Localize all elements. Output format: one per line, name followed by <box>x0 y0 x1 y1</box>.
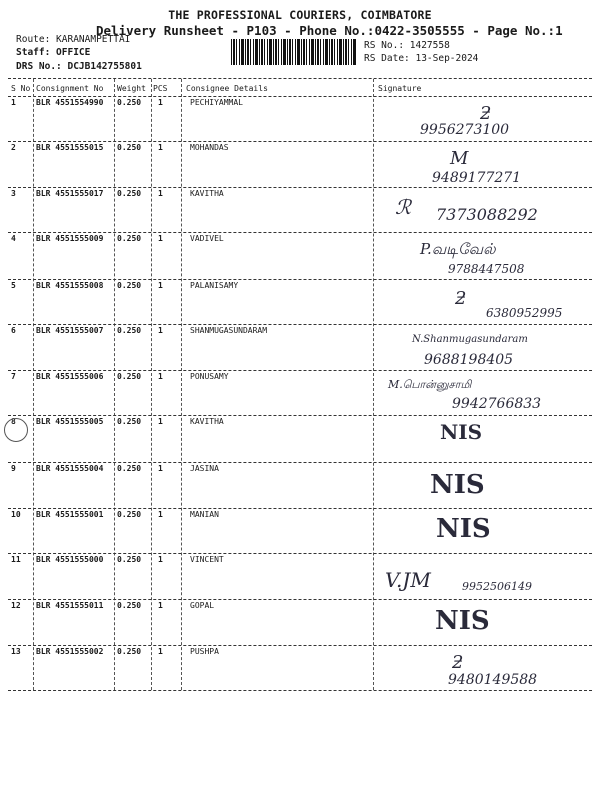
route-label: Route: KARANAMPETTAI <box>16 34 131 45</box>
consignment-number: BLR 4551555005 <box>36 417 104 426</box>
pieces-count: 1 <box>158 234 163 243</box>
row-rule <box>8 187 592 188</box>
company-name: THE PROFESSIONAL COURIERS, COIMBATORE <box>168 8 432 22</box>
table-row <box>0 601 600 646</box>
pieces-count: 1 <box>158 647 163 656</box>
col-header-cons: Consignment No <box>36 84 104 93</box>
pieces-count: 1 <box>158 464 163 473</box>
staff-label: Staff: OFFICE <box>16 47 91 58</box>
weight-value: 0.250 <box>117 98 142 107</box>
consignment-number: BLR 4551555000 <box>36 555 104 564</box>
row-rule <box>8 415 592 416</box>
signature-nis: NIS <box>436 514 491 544</box>
consignee-name: GOPAL <box>190 601 215 610</box>
pieces-count: 1 <box>158 417 163 426</box>
consignee-name: PONUSAMY <box>190 372 229 381</box>
signature-phone: 9788447508 <box>448 262 525 276</box>
row-rule <box>8 324 592 325</box>
consignee-name: MOHANDAS <box>190 143 229 152</box>
pieces-count: 1 <box>158 98 163 107</box>
runsheet-title: Delivery Runsheet - P103 - Phone No.:0422-3505555 - Page No.:1 <box>96 23 563 38</box>
consignee-name: JASINA <box>190 464 219 473</box>
signature-phone: 9956273100 <box>420 122 510 138</box>
barcode-image <box>231 39 356 65</box>
consignee-name: VADIVEL <box>190 234 224 243</box>
col-header-sno: S No <box>11 84 31 93</box>
weight-value: 0.250 <box>117 601 142 610</box>
serial-number: 5 <box>11 281 16 290</box>
weight-value: 0.250 <box>117 189 142 198</box>
pieces-count: 1 <box>158 372 163 381</box>
signature-name: V.JM <box>385 568 431 592</box>
signature-name: N.Shanmugasundaram <box>412 334 528 345</box>
rs-number: RS No.: 1427558 <box>364 40 450 51</box>
table-header-rule <box>8 96 592 97</box>
consignment-number: BLR 4551554990 <box>36 98 104 107</box>
pieces-count: 1 <box>158 326 163 335</box>
row-rule <box>8 141 592 142</box>
consignee-name: VINCENT <box>190 555 224 564</box>
serial-number: 8 <box>11 417 16 426</box>
table-top-rule <box>8 78 592 79</box>
consignee-name: PALANISAMY <box>190 281 239 290</box>
consignee-name: KAVITHA <box>190 189 224 198</box>
row-rule <box>8 553 592 554</box>
row-rule <box>8 690 592 691</box>
consignment-number: BLR 4551555011 <box>36 601 104 610</box>
weight-value: 0.250 <box>117 372 142 381</box>
serial-number: 7 <box>11 372 16 381</box>
serial-number: 4 <box>11 234 16 243</box>
signature-phone: 9952506149 <box>462 580 532 593</box>
consignee-name: MANIAN <box>190 510 219 519</box>
weight-value: 0.250 <box>117 326 142 335</box>
signature-mark: ƻ <box>480 103 492 124</box>
consignment-number: BLR 4551555006 <box>36 372 104 381</box>
consignee-name: KAVITHA <box>190 417 224 426</box>
signature-phone: 9942766833 <box>452 396 542 412</box>
signature-name: P.வடிவேல் <box>420 240 496 258</box>
weight-value: 0.250 <box>117 510 142 519</box>
row-rule <box>8 279 592 280</box>
col-header-signature: Signature <box>378 84 422 93</box>
serial-number: 11 <box>11 555 21 564</box>
signature-nis: NIS <box>435 606 490 636</box>
consignment-number: BLR 4551555002 <box>36 647 104 656</box>
pieces-count: 1 <box>158 510 163 519</box>
consignee-name: PUSHPA <box>190 647 219 656</box>
row-rule <box>8 462 592 463</box>
col-header-weight: Weight <box>117 84 146 93</box>
col-header-pcs: PCS <box>153 84 168 93</box>
signature-phone: 7373088292 <box>436 205 538 224</box>
serial-number: 6 <box>11 326 16 335</box>
serial-number: 9 <box>11 464 16 473</box>
signature-phone: 9480149588 <box>448 672 538 688</box>
consignment-number: BLR 4551555009 <box>36 234 104 243</box>
row-rule <box>8 508 592 509</box>
row-8-circle-mark <box>4 418 28 442</box>
table-row <box>0 555 600 600</box>
weight-value: 0.250 <box>117 281 142 290</box>
pieces-count: 1 <box>158 281 163 290</box>
signature-mark: ƻ <box>452 652 464 673</box>
serial-number: 10 <box>11 510 21 519</box>
row-rule <box>8 645 592 646</box>
table-row <box>0 417 600 462</box>
signature-nis: NIS <box>430 470 485 500</box>
consignment-number: BLR 4551555001 <box>36 510 104 519</box>
pieces-count: 1 <box>158 143 163 152</box>
signature-name: M <box>450 148 469 169</box>
serial-number: 13 <box>11 647 21 656</box>
weight-value: 0.250 <box>117 464 142 473</box>
serial-number: 2 <box>11 143 16 152</box>
weight-value: 0.250 <box>117 555 142 564</box>
signature-mark: ƻ <box>455 288 467 309</box>
drs-number: DRS No.: DCJB142755801 <box>16 61 142 72</box>
consignment-number: BLR 4551555007 <box>36 326 104 335</box>
serial-number: 3 <box>11 189 16 198</box>
col-header-consignee: Consignee Details <box>186 84 268 93</box>
consignment-number: BLR 4551555017 <box>36 189 104 198</box>
row-rule <box>8 370 592 371</box>
signature-mark: ℛ <box>395 195 411 219</box>
serial-number: 1 <box>11 98 16 107</box>
weight-value: 0.250 <box>117 647 142 656</box>
table-row <box>0 98 600 143</box>
serial-number: 12 <box>11 601 21 610</box>
weight-value: 0.250 <box>117 143 142 152</box>
consignment-number: BLR 4551555015 <box>36 143 104 152</box>
table-row <box>0 464 600 509</box>
signature-nis: NIS <box>440 420 483 444</box>
pieces-count: 1 <box>158 189 163 198</box>
pieces-count: 1 <box>158 601 163 610</box>
weight-value: 0.250 <box>117 234 142 243</box>
signature-name: M.பொன்னுசாமி <box>388 378 472 391</box>
row-rule <box>8 599 592 600</box>
signature-phone: 9688198405 <box>424 352 514 368</box>
table-row <box>0 510 600 555</box>
signature-phone: 6380952995 <box>486 306 563 320</box>
consignment-number: BLR 4551555004 <box>36 464 104 473</box>
consignee-name: PECHIYAMMAL <box>190 98 243 107</box>
consignment-number: BLR 4551555008 <box>36 281 104 290</box>
row-rule <box>8 232 592 233</box>
rs-date: RS Date: 13-Sep-2024 <box>364 53 479 64</box>
signature-phone: 9489177271 <box>432 170 522 186</box>
consignee-name: SHANMUGASUNDARAM <box>190 326 268 335</box>
weight-value: 0.250 <box>117 417 142 426</box>
pieces-count: 1 <box>158 555 163 564</box>
